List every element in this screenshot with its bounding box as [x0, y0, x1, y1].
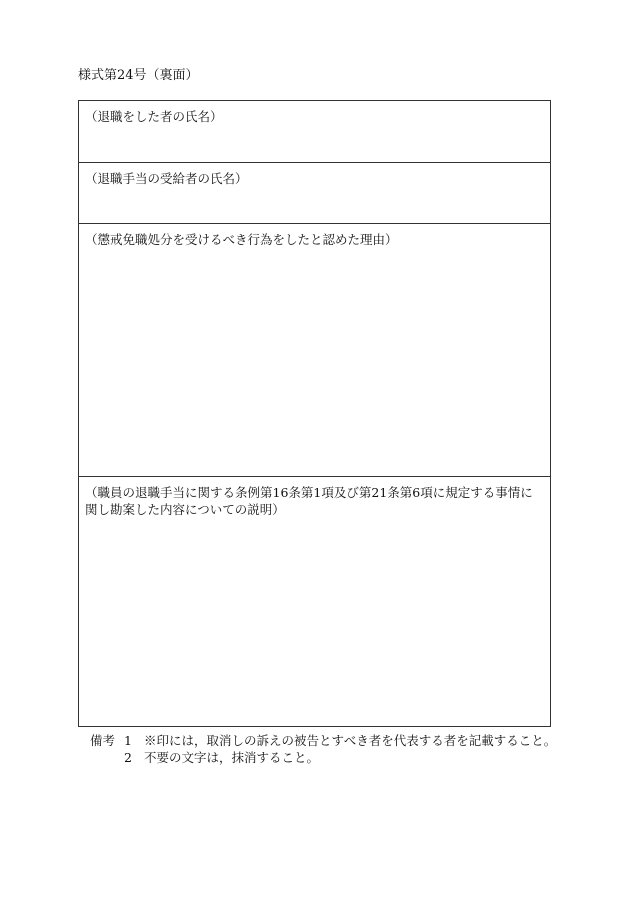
remarks — [90, 732, 556, 766]
retiree-name-field[interactable] — [79, 101, 550, 163]
form-table — [78, 100, 551, 727]
remark-text: ※印には，取消しの訴えの被告とすべき者を代表する者を記載すること。 — [144, 733, 557, 748]
retiree-name-label: （退職をした者の氏名） — [85, 109, 223, 124]
remark-number: 1 — [124, 733, 132, 748]
remark-row — [90, 749, 556, 766]
dismissal-reason-label: （懲戒免職処分を受けるべき行為をしたと認めた理由） — [85, 232, 398, 247]
remark-text: 不要の文字は，抹消すること。 — [144, 750, 320, 765]
considerations-explanation-field[interactable] — [79, 477, 550, 726]
considerations-explanation-label: （職員の退職手当に関する条例第16条第1項及び第21条第6項に規定する事情に関し勘案した内容についての説明） — [85, 485, 533, 517]
remarks-heading: 備考 — [90, 733, 116, 748]
recipient-name-label: （退職手当の受給者の氏名） — [85, 171, 248, 186]
recipient-name-field[interactable] — [79, 163, 550, 224]
form-title: 様式第24号（裏面） — [78, 68, 199, 83]
dismissal-reason-field[interactable] — [79, 224, 550, 477]
remark-row — [90, 732, 556, 749]
remarks-heading-spacer — [90, 749, 124, 766]
remark-number: 2 — [124, 750, 132, 765]
